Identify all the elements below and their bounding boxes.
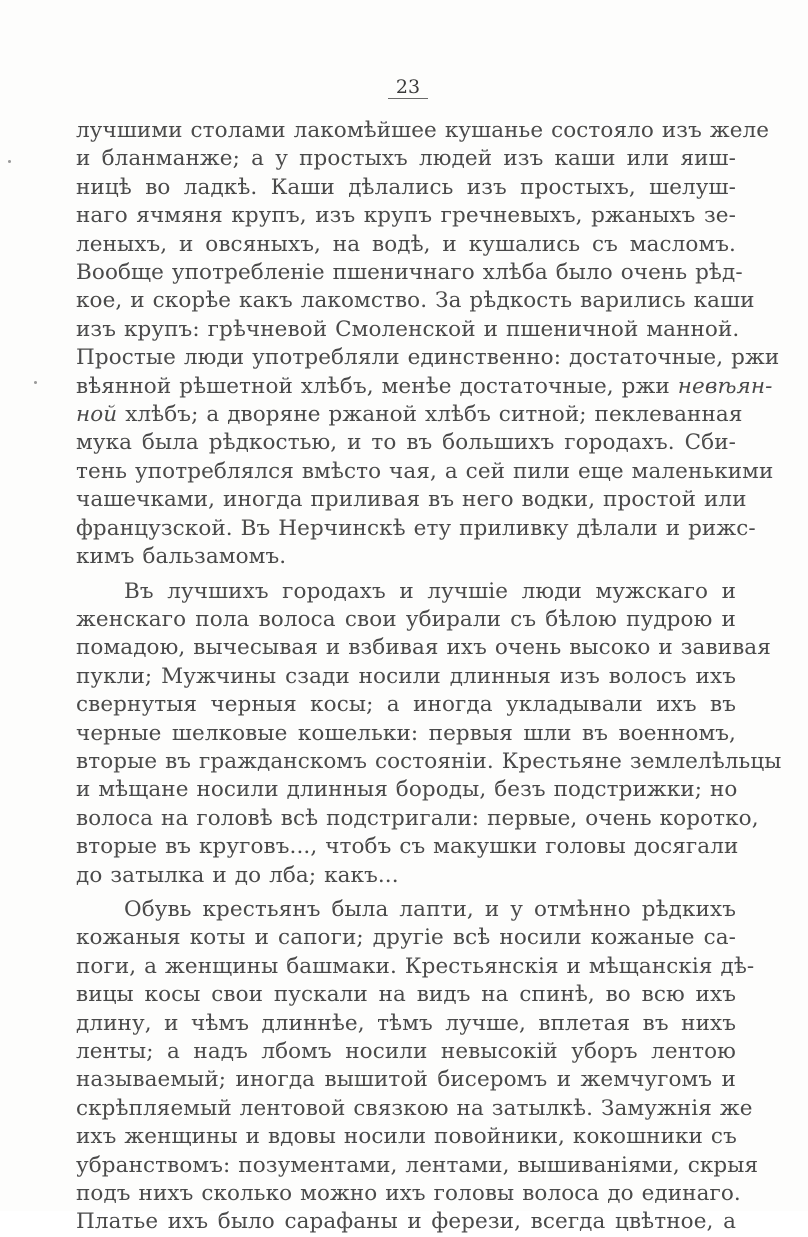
text-line: лучшими столами лакомѣйшее кушанье состояло изъ желе <box>76 118 770 143</box>
body-text <box>76 117 782 1237</box>
text-line-with-italic: вѣянной рѣшетной хлѣбъ, менѣе достаточные, ржи невѣян- <box>76 373 773 399</box>
text-line: кое, и скорѣе какъ лакомство. За рѣдкость варились каши <box>76 288 755 314</box>
text-line: мука была рѣдкостью, и то въ большихъ городахъ. Сби- <box>76 430 736 456</box>
text-line: чашечками, иногда приливая въ него водки, простой или <box>76 487 747 513</box>
text-line: вторые въ гражданскомъ состояніи. Крестьяне землелѣльцы <box>76 748 782 774</box>
italic-word: ной <box>76 402 118 428</box>
margin-speck <box>34 381 37 384</box>
text-line: вицы косы свои пускали на видъ на спинѣ, во всю ихъ <box>76 982 736 1008</box>
text-line: до затылка и до лба; какъ... <box>76 862 399 888</box>
text-line: и бланманже; а у простыхъ людей изъ каши или яиш- <box>76 146 736 172</box>
text-line: свернутыя черныя косы; а иногда укладывали ихъ въ <box>76 692 736 718</box>
text-line: наго ячмяня крупъ, изъ крупъ гречневыхъ, ржаныхъ зе- <box>76 203 736 229</box>
text-line: тень употреблялся вмѣсто чая, а сей пили еще маленькими <box>76 458 774 484</box>
text-line: Простые люди употребляли единственно: достаточные, ржи <box>76 345 780 371</box>
text-line: Въ лучшихъ городахъ и лучшіе люди мужскаго и <box>124 578 736 604</box>
text-line: черные шелковые кошельки: первыя шли въ военномъ, <box>76 720 736 746</box>
text-line: и мѣщане носили длинныя бороды, безъ подстрижки; но <box>76 777 738 803</box>
page-number: 23 <box>388 76 428 99</box>
text-line: длину, и чѣмъ длиннѣе, тѣмъ лучше, вплетая въ нихъ <box>76 1010 736 1036</box>
text-line: леныхъ, и овсяныхъ, на водѣ, и кушались съ масломъ. <box>76 231 736 257</box>
text-line: волоса на головѣ всѣ подстригали: первые, очень коротко, <box>76 805 759 831</box>
text-line: женскаго пола волоса свои убирали съ бѣлою пудрою и <box>76 606 736 632</box>
text-line: Обувь крестьянъ была лапти, и у отмѣнно рѣдкихъ <box>124 896 736 922</box>
text-line: убранствомъ: позументами, лентами, вышиваніями, скрыя <box>76 1152 759 1178</box>
text-line: скрѣпляемый лентовой связкою на затылкѣ. Замужнія же <box>76 1095 753 1121</box>
text-line: Платье ихъ было сарафаны и ферези, всегда цвѣтное, а <box>76 1209 736 1235</box>
text-line: ихъ женщины и вдовы носили повойники, кокошники съ <box>76 1124 737 1150</box>
text-line: вторые въ круговъ..., чтобъ съ макушки головы досягали <box>76 834 739 860</box>
text-line: подъ нихъ сколько можно ихъ головы волоса до единаго. <box>76 1181 741 1207</box>
text-line: кимъ бальзамомъ. <box>76 544 287 570</box>
text-line: ленты; а надъ лбомъ носили невысокій уборъ лентою <box>76 1039 736 1064</box>
text-line: изъ крупъ: грѣчневой Смоленской и пшеничной манной. <box>76 316 740 342</box>
text-line: ницѣ во ладкѣ. Каши дѣлались изъ простыхъ, шелуш- <box>76 174 736 200</box>
text-line-with-italic: ной хлѣбъ; а дворяне ржаной хлѣбъ ситной; пеклеванная <box>76 402 743 428</box>
text-line: кожаныя коты и сапоги; другіе всѣ носили кожаные са- <box>76 925 736 951</box>
text-line: пукли; Мужчины сзади носили длинныя изъ волосъ ихъ <box>76 663 736 689</box>
italic-word: невѣян- <box>677 373 773 399</box>
text-line: называемый; иногда вышитой бисеромъ и жемчугомъ и <box>76 1067 736 1093</box>
text-line: французской. Въ Нерчинскѣ ету приливку дѣлали и рижс- <box>76 515 756 541</box>
text-line: помадою, вычесывая и взбивая ихъ очень высоко и завивая <box>76 635 771 661</box>
text-line: Вообще употребленіе пшеничнаго хлѣба было очень рѣд- <box>76 260 743 286</box>
margin-speck <box>8 160 11 163</box>
text-line: поги, а женщины башмаки. Крестьянскія и мѣщанскія дѣ- <box>76 953 755 979</box>
